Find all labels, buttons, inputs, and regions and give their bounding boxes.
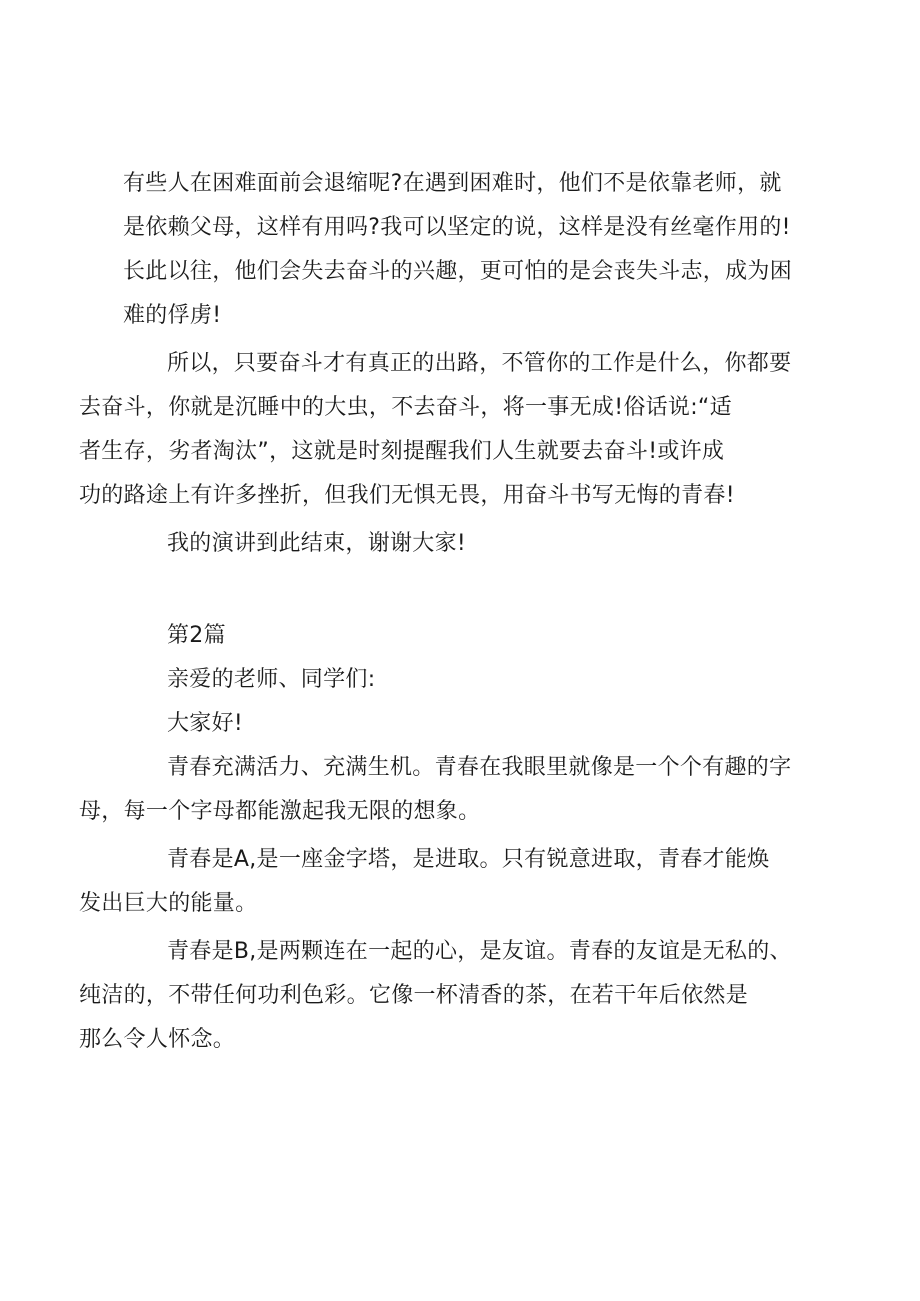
document-body: [79, 162, 813, 1062]
text-line: 所以，只要奋斗才有真正的出路，不管你的工作是什么，你都要: [167, 351, 792, 376]
text-line: 去奋斗，你就是沉睡中的大虫，不去奋斗，将一事无成!俗话说:“适: [79, 395, 732, 420]
paragraph-continuation: [123, 162, 813, 338]
greeting-text: 大家好!: [167, 711, 244, 736]
section-heading: [123, 614, 813, 658]
text-line: 青春充满活力、充满生机。青春在我眼里就像是一个个有趣的字: [167, 755, 792, 780]
paragraph: [79, 746, 813, 834]
text-line: 青春是A,是一座金字塔，是进取。只有锐意进取，青春才能焕: [167, 847, 770, 872]
salutation: [123, 658, 813, 702]
text-line: 母，每一个字母都能激起我无限的想象。: [79, 799, 481, 824]
text-line: 难的俘虏!: [123, 303, 222, 328]
paragraph: [79, 930, 813, 1062]
closing-paragraph: [123, 522, 813, 566]
text-line: 青春是B,是两颗连在一起的心，是友谊。青春的友谊是无私的、: [167, 939, 792, 964]
paragraph: [79, 838, 813, 926]
heading-text: 第2篇: [167, 623, 226, 648]
text-line: 我的演讲到此结束，谢谢大家!: [167, 531, 467, 556]
text-line: 是依赖父母，这样有用吗?我可以坚定的说，这样是没有丝毫作用的!: [123, 215, 791, 240]
salutation-text: 亲爱的老师、同学们:: [167, 667, 376, 692]
text-line: 纯洁的，不带任何功利色彩。它像一杯清香的茶，在若干年后依然是: [79, 983, 749, 1008]
text-line: 者生存，劣者淘汰”，这就是时刻提醒我们人生就要去奋斗!或许成: [79, 439, 725, 464]
text-line: 有些人在困难面前会退缩呢?在遇到困难时，他们不是依靠老师，就: [123, 171, 782, 196]
greeting: [123, 702, 813, 746]
text-line: 那么令人怀念。: [79, 1027, 236, 1052]
text-line: 长此以往，他们会失去奋斗的兴趣，更可怕的是会丧失斗志，成为困: [123, 259, 793, 284]
text-line: 功的路途上有许多挫折，但我们无惧无畏，用奋斗书写无悔的青春!: [79, 483, 735, 508]
paragraph: [79, 342, 813, 518]
text-line: 发出巨大的能量。: [79, 891, 258, 916]
